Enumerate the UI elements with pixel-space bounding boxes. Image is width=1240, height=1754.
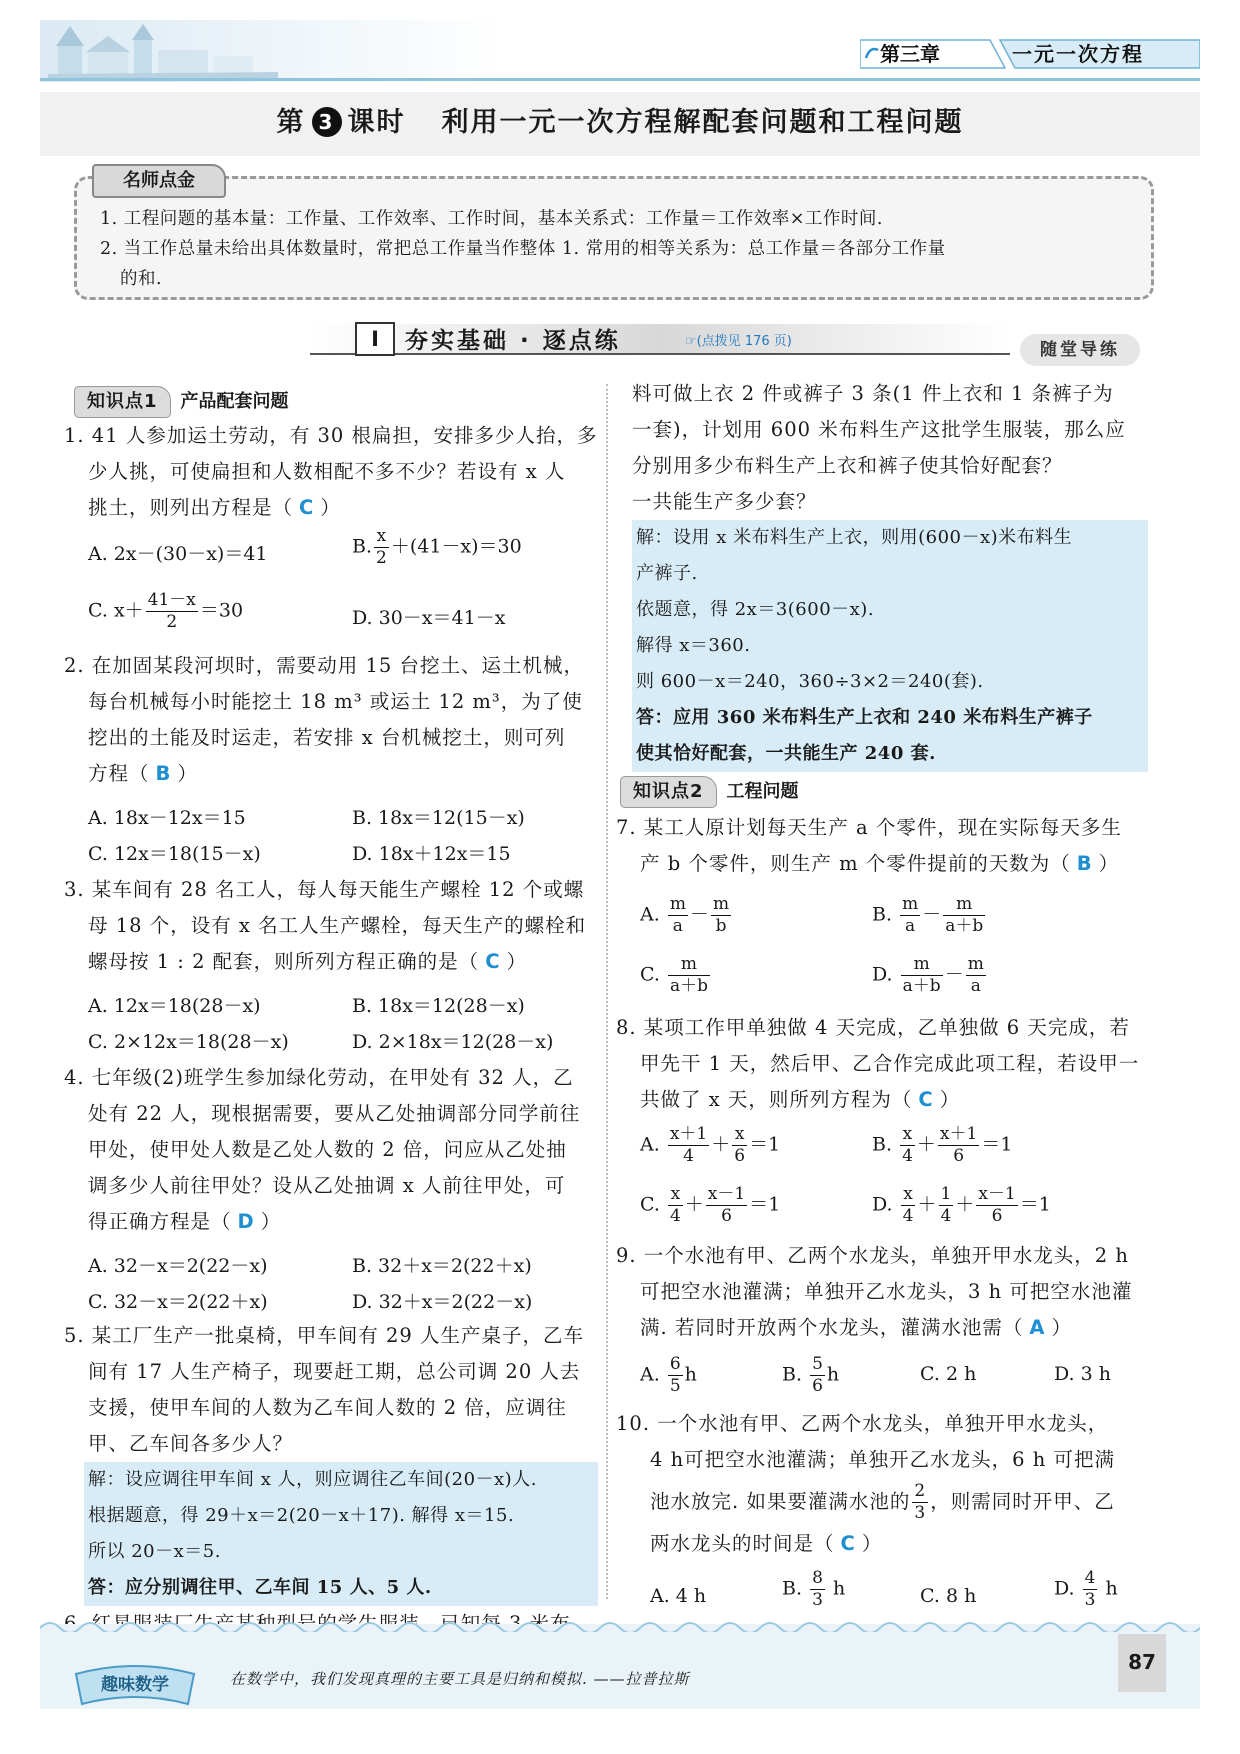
fraction-numerator: 8 xyxy=(812,1568,823,1588)
question-1-line: 少人挑，可使扁担和人数相配不多不少？若设有 x 人 xyxy=(88,460,566,483)
knowledge-point-2-heading xyxy=(620,776,799,806)
question-10-line: 池水放完. 如果要灌满水池的 xyxy=(650,1490,911,1513)
fraction-numerator: x xyxy=(901,1186,916,1206)
unit: h xyxy=(832,1577,846,1600)
q9-option-b xyxy=(782,1356,839,1395)
lesson-prefix: 第 xyxy=(276,107,306,138)
fraction-numerator: x xyxy=(732,1126,747,1146)
option-label: D. xyxy=(872,963,893,986)
fraction-numerator: 1 xyxy=(940,1184,952,1204)
q2-option-a: A. 18x－12x＝15 xyxy=(88,807,246,829)
fraction-denominator: 5 xyxy=(669,1376,681,1396)
fraction-numerator: m xyxy=(902,894,919,914)
question-5 xyxy=(64,1318,604,1462)
question-6-line: 一套)，计划用 600 米布料生产这批学生服装，那么应 xyxy=(632,418,1126,441)
q4-option-d: D. 32＋x＝2(22－x) xyxy=(352,1291,533,1313)
question-1-close: ） xyxy=(320,496,341,519)
fraction-numerator: x＋1 xyxy=(939,1124,978,1144)
unit: h xyxy=(826,1363,840,1386)
question-7-line: 7. 某工人原计划每天生产 a 个零件，现在实际每天多生 xyxy=(616,816,1122,839)
option-label: A. xyxy=(640,1133,660,1156)
q1-option-c-rest: ＝30 xyxy=(199,599,244,622)
q7-option-a: A. $\frac{m}{a}$ － $\frac{m}{b}$ xyxy=(640,894,730,936)
question-6-line: 一共能生产多少套？ xyxy=(632,490,817,513)
question-8-answer: C xyxy=(918,1088,934,1111)
question-3 xyxy=(64,872,604,980)
option-label: B. xyxy=(782,1363,803,1386)
question-10-answer: C xyxy=(840,1532,856,1555)
fraction-numerator: x xyxy=(374,528,389,548)
fraction-numerator: 6 xyxy=(669,1354,681,1374)
q10-fraction xyxy=(912,1483,928,1522)
unit: h xyxy=(1105,1577,1118,1600)
question-7-line: 产 b 个零件，则生产 m 个零件提前的天数为（ xyxy=(640,852,1071,875)
footer-wave-border xyxy=(40,1618,1200,1632)
q10-option-a: A. 4 h xyxy=(650,1585,707,1607)
question-8-line: 甲先干 1 天，然后甲、乙合作完成此项工程，若设甲一 xyxy=(640,1052,1140,1075)
page-number: 87 xyxy=(1118,1634,1166,1692)
solution-line: 答：应分别调往甲、乙车间 15 人、5 人. xyxy=(88,1577,432,1598)
section-title: 夯实基础 · 逐点练 xyxy=(405,328,621,354)
knowledge-point-2-badge: 知识点2 xyxy=(620,776,717,808)
q10-option-c: C. 8 h xyxy=(920,1585,977,1607)
question-10-line: 两水龙头的时间是（ xyxy=(650,1532,835,1555)
question-1 xyxy=(64,418,604,526)
footer-band xyxy=(40,1624,1200,1709)
q7-option-d: D. $\frac{m}{a+b}$ － $\frac{m}{a}$ xyxy=(872,954,984,996)
castle-illustration-icon xyxy=(48,22,278,78)
question-4-line: 得正确方程是（ xyxy=(88,1210,232,1233)
fraction-denominator: 6 xyxy=(991,1206,1003,1226)
option-label: B. xyxy=(782,1577,803,1600)
fraction-numerator: x xyxy=(900,1126,915,1146)
fraction-denominator: 4 xyxy=(902,1146,913,1166)
lesson-number: 3 xyxy=(312,107,342,137)
question-1-line: 1. 41 人参加运土劳动，有 30 根扁担，安排多少人抬，多 xyxy=(64,424,598,447)
question-6-line: 分别用多少布料生产上衣和裤子使其恰好配套？ xyxy=(632,454,1063,477)
q7-option-c xyxy=(640,956,712,995)
equation-rhs: ＝1 xyxy=(1019,1193,1051,1216)
question-7-close: ） xyxy=(1098,852,1120,875)
q9-option-a xyxy=(640,1356,697,1395)
chapter-title: 一元一次方程 xyxy=(1012,42,1144,66)
question-4-line: 甲处，使甲处人数是乙处人数的 2 倍，问应从乙处抽 xyxy=(88,1138,567,1161)
equation-rhs: ＝1 xyxy=(749,1133,781,1156)
question-2-line: 每台机械每小时能挖土 18 m³ 或运土 12 m³，为了使 xyxy=(88,690,583,713)
question-6-cont xyxy=(632,376,1152,520)
fun-math-logo-icon xyxy=(70,1654,200,1714)
q1-option-c-label: C. x＋ xyxy=(88,599,144,622)
question-7-answer: B xyxy=(1076,852,1093,875)
q8-option-c: C. $\frac{x}{4}$ ＋ $\frac{x-1}{6}$ ＝1 xyxy=(640,1184,781,1226)
question-2 xyxy=(64,648,604,792)
fraction-denominator: 3 xyxy=(914,1503,927,1523)
question-4-line: 调多少人前往甲处？设从乙处抽调 x 人前往甲处，可 xyxy=(88,1174,566,1197)
question-9-answer: A xyxy=(1029,1316,1046,1339)
footer-logo-text: 趣味数学 xyxy=(101,1675,169,1695)
question-10-line: 4 h可把空水池灌满；单独开乙水龙头，6 h 可把满 xyxy=(650,1448,1116,1471)
fraction-numerator: m xyxy=(901,956,943,976)
q8-option-b: B. $\frac{x}{4}$ ＋ $\frac{x+1}{6}$ ＝1 xyxy=(872,1124,1013,1166)
q9-option-d: D. 3 h xyxy=(1054,1363,1111,1385)
q10-option-b xyxy=(782,1570,845,1609)
question-4-line: 4. 七年级(2)班学生参加绿化劳动，在甲处有 32 人，乙 xyxy=(64,1066,574,1089)
header-rule xyxy=(40,78,1200,81)
fraction-numerator: 41－x xyxy=(147,590,196,610)
question-8-close: ） xyxy=(939,1088,961,1111)
question-2-answer: B xyxy=(155,762,172,785)
solution-line: 使其恰好配套，一共能生产 240 套. xyxy=(636,743,936,764)
fraction-denominator: 4 xyxy=(683,1146,694,1166)
teacher-tips-tab: 名师点金 xyxy=(92,164,226,198)
question-7 xyxy=(616,810,1156,882)
solution-line: 根据题意，得 29＋x＝2(20－x＋17). 解得 x＝15. xyxy=(88,1505,515,1526)
question-8-line: 8. 某项工作甲单独做 4 天完成，乙单独做 6 天完成，若 xyxy=(616,1016,1130,1039)
fraction-denominator: 6 xyxy=(721,1206,732,1226)
fraction-numerator: m xyxy=(967,954,984,974)
question-5-line: 甲、乙车间各多少人？ xyxy=(88,1432,294,1455)
question-4-close: ） xyxy=(260,1210,282,1233)
equation-rhs: ＝1 xyxy=(981,1133,1013,1156)
q8-option-d: D. $\frac{x}{4}$ ＋ $\frac{1}{4}$ ＋ $\frac{x-1}{6}$ ＝1 xyxy=(872,1184,1051,1226)
section-reference: ☞(点拨见 176 页) xyxy=(685,334,792,349)
q1-option-b-label: B. xyxy=(352,535,373,558)
fraction-numerator: x＋1 xyxy=(669,1124,708,1144)
option-label: B. xyxy=(872,903,893,926)
fraction-denominator: a xyxy=(905,916,916,936)
question-3-line: 螺母按 1 : 2 配套，则所列方程正确的是（ xyxy=(88,950,480,973)
q1-option-a: A. 2x－(30－x)＝41 xyxy=(88,543,268,565)
q8-option-a: A. $\frac{x+1}{4}$ ＋ $\frac{x}{6}$ ＝1 xyxy=(640,1124,781,1166)
fraction-denominator: 3 xyxy=(1084,1590,1096,1610)
q10-option-d xyxy=(1054,1570,1118,1609)
fraction-denominator: a＋b xyxy=(669,976,708,996)
q1-option-b-rest: ＋(41－x)＝30 xyxy=(390,535,522,558)
tip-2: 2. 当工作总量未给出具体数量时，常把总工作量当作整体 1. 常用的相等关系为：总工作量＝各部分工作量 xyxy=(100,239,946,259)
question-10-close: ） xyxy=(861,1532,883,1555)
lesson-title-text: 利用一元一次方程解配套问题和工程问题 xyxy=(441,107,964,138)
question-3-answer: C xyxy=(485,950,501,973)
lesson-suffix: 课时 xyxy=(347,107,406,138)
solution-line: 答：应用 360 米布料生产上衣和 240 米布料生产裤子 xyxy=(636,707,1093,728)
question-5-line: 支援，使甲车间的人数为乙车间人数的 2 倍，应调往 xyxy=(88,1396,567,1419)
q3-option-c: C. 2×12x＝18(28－x) xyxy=(88,1031,289,1053)
option-label: C. xyxy=(640,963,660,986)
solution-line: 依题意，得 2x＝3(600－x). xyxy=(636,599,875,620)
q4-option-b: B. 32＋x＝2(22＋x) xyxy=(352,1255,532,1277)
question-9-line: 9. 一个水池有甲、乙两个水龙头，单独开甲水龙头，2 h xyxy=(616,1244,1129,1267)
fraction-numerator: 5 xyxy=(812,1354,823,1374)
question-5-line: 5. 某工厂生产一批桌椅，甲车间有 29 人生产桌子，乙车 xyxy=(64,1324,585,1347)
question-3-close: ） xyxy=(506,950,528,973)
q7-option-b: B. $\frac{m}{a}$ － $\frac{m}{a+b}$ xyxy=(872,894,984,936)
fraction-numerator: 2 xyxy=(914,1481,927,1501)
q4-option-a: A. 32－x＝2(22－x) xyxy=(88,1255,268,1277)
fraction-numerator: 4 xyxy=(1084,1568,1096,1588)
tip-2-cont: 的和. xyxy=(120,269,163,289)
q1-option-c-fraction xyxy=(146,592,198,631)
fraction-numerator: x－1 xyxy=(978,1184,1016,1204)
question-9-close: ） xyxy=(1051,1316,1073,1339)
knowledge-point-1-badge: 知识点1 xyxy=(74,386,171,418)
q2-option-d: D. 18x＋12x＝15 xyxy=(352,843,511,865)
option-label: B. xyxy=(872,1133,893,1156)
q2-option-b: B. 18x＝12(15－x) xyxy=(352,807,525,829)
solution-line: 解：设应调往甲车间 x 人，则应调往乙车间(20－x)人. xyxy=(88,1469,537,1490)
fraction-numerator: x xyxy=(668,1186,683,1206)
q3-option-d: D. 2×18x＝12(28－x) xyxy=(352,1031,554,1053)
question-4 xyxy=(64,1060,604,1240)
fraction-denominator: 4 xyxy=(902,1206,914,1226)
question-3-line: 母 18 个，设有 x 名工人生产螺栓，每天生产的螺栓和 xyxy=(88,914,587,937)
fraction-denominator: 6 xyxy=(734,1146,746,1166)
question-2-line: 方程（ xyxy=(88,762,150,785)
q1-option-b-fraction xyxy=(374,528,389,567)
tip-1: 1. 工程问题的基本量：工作量、工作效率、工作时间，基本关系式：工作量＝工作效率×工作时间. xyxy=(100,209,883,229)
fraction-denominator: 3 xyxy=(812,1590,823,1610)
fraction-denominator: a xyxy=(970,976,981,996)
fraction-numerator: m xyxy=(668,956,710,976)
equation-rhs: ＝1 xyxy=(749,1193,781,1216)
option-label: D. xyxy=(872,1193,893,1216)
question-4-answer: D xyxy=(237,1210,255,1233)
question-1-line: 挑土，则列出方程是（ xyxy=(88,496,294,519)
solution-line: 产裤子. xyxy=(636,563,698,584)
q1-option-c xyxy=(88,592,243,631)
knowledge-point-2-title: 工程问题 xyxy=(726,781,799,802)
option-label: D. xyxy=(1054,1577,1075,1600)
fraction-denominator: 6 xyxy=(812,1376,823,1396)
q3-option-b: B. 18x＝12(28－x) xyxy=(352,995,525,1017)
fraction-denominator: a＋b xyxy=(902,976,941,996)
question-2-line: 挖出的土能及时运走，若安排 x 台机械挖土，则可列 xyxy=(88,726,566,749)
unit: h xyxy=(684,1363,697,1386)
question-3-line: 3. 某车间有 28 名工人，每人每天能生产螺栓 12 个或螺 xyxy=(64,878,585,901)
q1-option-d: D. 30－x＝41－x xyxy=(352,607,506,629)
solution-line: 所以 20－x＝5. xyxy=(88,1541,221,1562)
fraction-denominator: 4 xyxy=(669,1206,681,1226)
question-9-line: 可把空水池灌满；单独开乙水龙头，3 h 可把空水池灌 xyxy=(640,1280,1133,1303)
question-1-answer: C xyxy=(299,496,315,519)
knowledge-point-1-heading xyxy=(74,386,289,416)
question-2-close: ） xyxy=(177,762,198,785)
option-label: C. xyxy=(640,1193,660,1216)
column-divider xyxy=(606,384,608,1599)
question-10-line: 10. 一个水池有甲、乙两个水龙头，单独开甲水龙头， xyxy=(616,1412,1109,1435)
question-10-line: ，则需同时开甲、乙 xyxy=(930,1490,1115,1513)
fraction-denominator: 6 xyxy=(953,1146,965,1166)
option-label: A. xyxy=(640,1363,660,1386)
footer-quote: 在数学中，我们发现真理的主要工具是归纳和模拟. ——拉普拉斯 xyxy=(230,1670,690,1688)
question-6-solution xyxy=(632,520,1148,772)
fraction-numerator: m xyxy=(712,894,730,914)
question-9-line: 满. 若同时开放两个水龙头，灌满水池需（ xyxy=(640,1316,1024,1339)
section-number: I xyxy=(355,322,395,356)
q1-option-b xyxy=(352,528,522,567)
fraction-numerator: m xyxy=(943,896,985,916)
fraction-numerator: m xyxy=(669,894,686,914)
solution-line: 解得 x＝360. xyxy=(636,635,751,656)
question-5-solution xyxy=(84,1462,598,1606)
question-8 xyxy=(616,1010,1156,1118)
q3-option-a: A. 12x＝18(28－x) xyxy=(88,995,261,1017)
question-2-line: 2. 在加固某段河坝时，需要动用 15 台挖土、运土机械， xyxy=(64,654,585,677)
question-8-line: 共做了 x 天，则所列方程为（ xyxy=(640,1088,913,1111)
q4-option-c: C. 32－x＝2(22＋x) xyxy=(88,1291,268,1313)
question-6-line: 料可做上衣 2 件或裤子 3 条(1 件上衣和 1 条裤子为 xyxy=(632,382,1114,405)
question-9 xyxy=(616,1238,1156,1346)
fraction-denominator: a xyxy=(672,916,683,936)
q2-option-c: C. 12x＝18(15－x) xyxy=(88,843,261,865)
lesson-title xyxy=(0,100,1240,139)
question-10 xyxy=(616,1406,1156,1562)
option-label: A. xyxy=(640,903,660,926)
question-4-line: 处有 22 人，现根据需要，要从乙处抽调部分同学前往 xyxy=(88,1102,581,1125)
knowledge-point-1-title: 产品配套问题 xyxy=(180,391,289,412)
chapter-label: 第三章 xyxy=(880,42,940,66)
solution-line: 则 600－x＝240，360÷3×2＝240(套). xyxy=(636,671,984,692)
fraction-denominator: 2 xyxy=(166,612,178,632)
q9-option-c: C. 2 h xyxy=(920,1363,977,1385)
question-5-line: 间有 17 人生产椅子，现要赶工期，总公司调 20 人去 xyxy=(88,1360,581,1383)
fraction-denominator: a＋b xyxy=(945,916,984,936)
guide-tag: 随堂导练 xyxy=(1020,334,1140,366)
fraction-denominator: b xyxy=(715,916,727,936)
fraction-denominator: 2 xyxy=(376,548,387,568)
fraction-numerator: x－1 xyxy=(707,1184,746,1204)
solution-line: 解：设用 x 米布料生产上衣，则用(600－x)米布料生 xyxy=(636,527,1073,548)
fraction-denominator: 4 xyxy=(940,1206,952,1226)
